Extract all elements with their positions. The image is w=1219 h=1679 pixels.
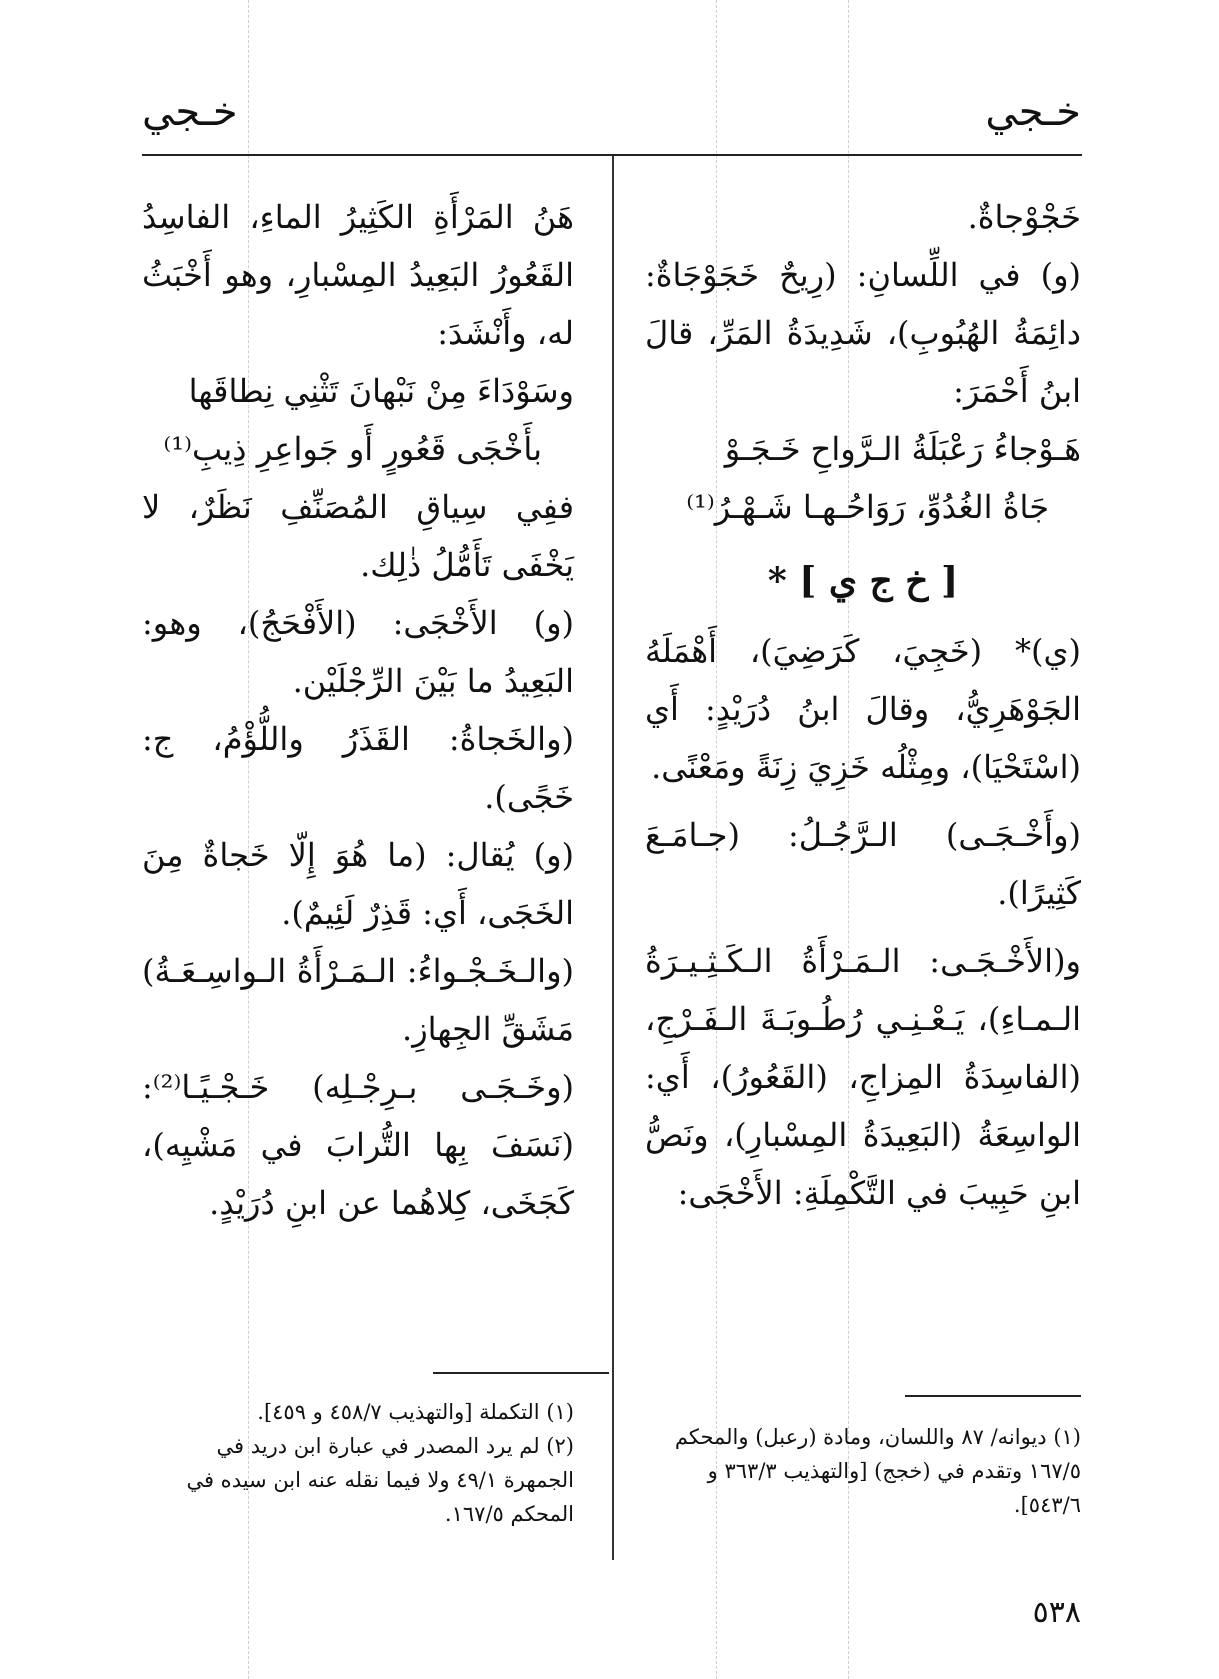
verse-line: هَـوْجاءُ رَعْبَلَةُ الـرَّواحِ خَـجَـوْ bbox=[724, 430, 1081, 468]
verse-line: جَاةُ الغُدُوِّ، رَوَاحُـهـا شَـهْـرُ⁽¹⁾ bbox=[686, 488, 1049, 526]
paragraph: (وأَخْـجَـى) الـرَّجُـلُ: (جـامَـعَ كَثِيرًا). bbox=[645, 816, 1081, 912]
footnote-rule bbox=[905, 1395, 1081, 1397]
paragraph: (و) يُقال: (ما هُوَ إِلّا خَجاةٌ مِنَ الخَجَى، أَي: قَذِرٌ لَئِيمٌ). bbox=[142, 836, 574, 932]
verse-line: وسَوْدَاءَ مِنْ نَبْهانَ تَثْنِي نِطاقَها bbox=[188, 372, 574, 410]
running-head-right: خـجي bbox=[985, 89, 1081, 135]
paragraph: (و) الأَخْجَى: (الأَفْحَجُ)، وهو: البَعِيدُ ما بَيْنَ الرِّجْلَيْن. bbox=[142, 604, 574, 700]
paragraph: هَنُ المَرْأَةِ الكَثِيرُ الماءِ، الفاسِدُ القَعُورُ البَعِيدُ المِسْبارِ، وهو أَخْبَثُ له، وأَنْشَدَ: bbox=[142, 198, 574, 352]
footnote-rule bbox=[433, 1372, 609, 1374]
entry-heading: [ خ ج ي ] * bbox=[767, 560, 959, 602]
right-column bbox=[645, 188, 1081, 1222]
paragraph: (والـخَـجْـواءُ: الـمَـرْأَةُ الـواسِـعَـةُ) مَشَقِّ الجِهازِ. bbox=[142, 952, 574, 1048]
paragraph: (وخَـجَـى بـرِجْـلِه) خَـجْـيًـا⁽²⁾: (نَسَفَ بِها التُّرابَ في مَشْيِه)، كَجَخَى، كِلاهُما عن ابنِ دُرَيْدٍ. bbox=[142, 1068, 574, 1222]
paragraph: (ي)* (خَجِيَ، كَرَضِيَ)، أَهْمَلَهُ الجَوْهَرِيُّ، وقالَ ابنُ دُرَيْدٍ: أَي (اسْتَحْيَا)، ومِثْلُه خَزِيَ زِنَةً ومَعْنًى. bbox=[645, 632, 1081, 786]
footnote: (٢) لم يرد المصدر في عبارة ابن دريد في الجمهرة ٤٩/١ ولا فيما نقله عنه ابن سيده في المحكم ١٦٧/٥. bbox=[186, 1434, 574, 1526]
left-column bbox=[142, 188, 574, 1232]
footnotes-right bbox=[645, 1420, 1081, 1522]
running-head-left: خـجي bbox=[142, 89, 238, 135]
footnotes-left bbox=[142, 1395, 574, 1531]
paragraph: (و) في اللِّسانِ: (رِيحٌ خَجَوْجَاةٌ: دائِمَةُ الهُبُوبِ)، شَدِيدَةُ المَرِّ، قالَ ابنُ أَحْمَرَ: bbox=[645, 256, 1081, 410]
paragraph: ففِي سِياقِ المُصَنِّفِ نَظَرٌ، لا يَخْفَى تَأَمُّلُ ذٰلِك. bbox=[142, 488, 574, 584]
paragraph: خَجْوْجاةٌ. bbox=[967, 198, 1081, 236]
page-number: ٥٣٨ bbox=[1032, 1595, 1081, 1630]
paragraph: (والخَجاةُ: القَذَرُ واللُّؤْمُ، ج: خَجًى). bbox=[142, 720, 574, 816]
footnote: (١) التكملة [والتهذيب ٤٥٨/٧ و ٤٥٩]. bbox=[257, 1400, 574, 1424]
footnote: (١) ديوانه/ ٨٧ واللسان، ومادة (رعبل) والمحكم ١٦٧/٥ وتقدم في (خجج) [والتهذيب ٣٦٣/٣ و ٥٤٣/٦]. bbox=[674, 1425, 1081, 1517]
column-divider bbox=[612, 156, 614, 1560]
verse-line: بأَخْجَى قَعُورٍ أَو جَواعِرِ ذِيبِ⁽¹⁾ bbox=[163, 430, 542, 468]
paragraph: و(الأَخْـجَـى: الـمَـرْأَةُ الـكَـثِـيـرَةُ الـمـاءِ)، يَـعْـنِـي رُطُـوبَـةَ الـفَـرْجِ، (الفاسِدَةُ المِزاجِ، (القَعُورُ)، أَي: الواسِعَةُ (البَعِيدَةُ المِسْبارِ)، ونَصُّ ابنِ حَبِيبَ في التَّكْمِلَةِ: الأَخْجَى: bbox=[645, 942, 1081, 1212]
